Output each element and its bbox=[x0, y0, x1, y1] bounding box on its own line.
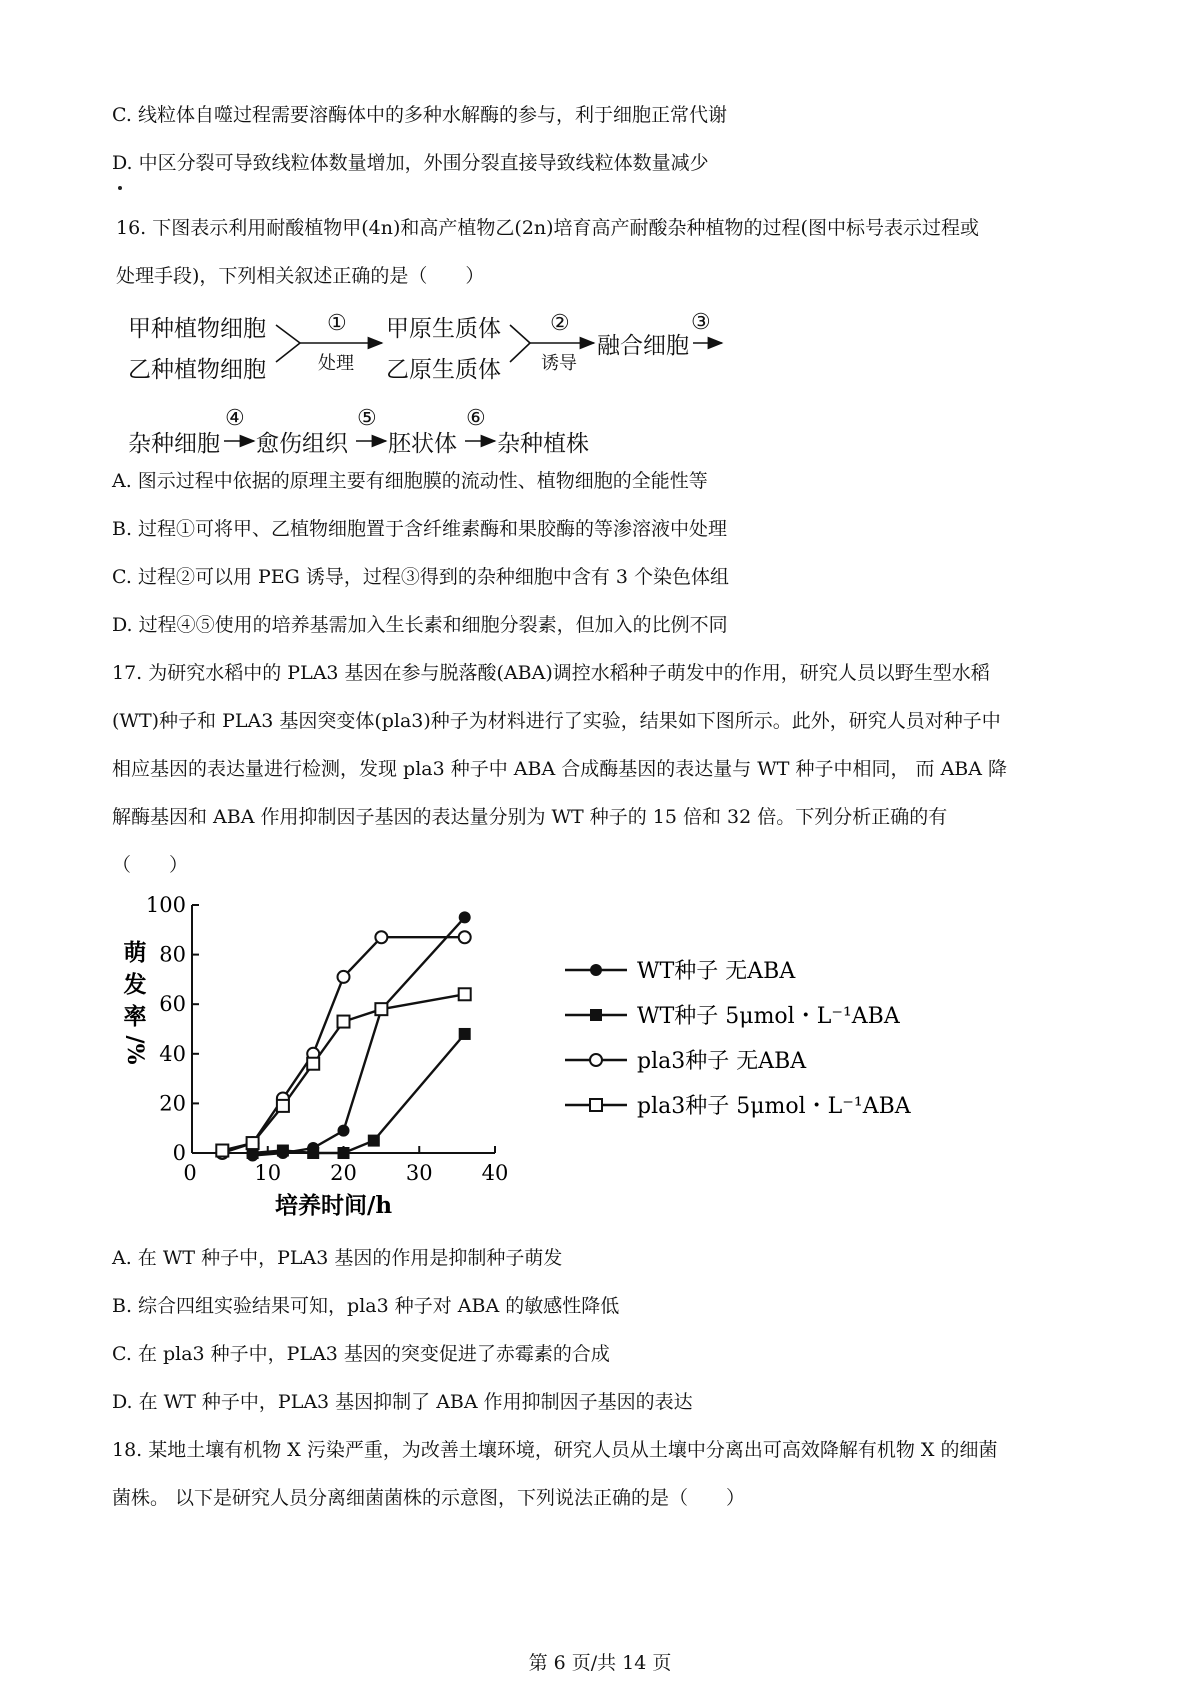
y-tick-label: 60 bbox=[159, 992, 186, 1017]
x-tick-label: 20 bbox=[330, 1161, 357, 1185]
q17-option-d: D. 在 WT 种子中，PLA3 基因抑制了 ABA 作用抑制因子基因的表达 bbox=[112, 1391, 693, 1413]
chart-series-lines bbox=[222, 917, 464, 1155]
flow-cell-b: 乙种植物细胞 bbox=[128, 357, 266, 383]
flow-step4: ④ bbox=[225, 406, 245, 431]
legend-marker-1 bbox=[590, 1009, 602, 1021]
data-point-s2 bbox=[459, 931, 471, 943]
data-point-s3 bbox=[277, 1100, 289, 1112]
y-axis-label: 萌发率 bbox=[123, 939, 147, 1030]
data-point-s0 bbox=[338, 1125, 350, 1137]
x-tick-label: 10 bbox=[254, 1161, 282, 1185]
data-point-s3 bbox=[307, 1058, 319, 1070]
flow-hybrid: 杂种细胞 bbox=[128, 431, 220, 457]
y-tick-label: 20 bbox=[159, 1091, 186, 1116]
flow-step1: ① bbox=[327, 311, 347, 336]
prev-option-c: C. 线粒体自噬过程需要溶酶体中的多种水解酶的参与，利于细胞正常代谢 bbox=[112, 104, 727, 126]
data-point-s3 bbox=[459, 988, 471, 1000]
flow-fused: 融合细胞 bbox=[597, 333, 689, 359]
y-tick-label: 80 bbox=[159, 942, 186, 967]
x-tick-label: 40 bbox=[481, 1161, 509, 1185]
flow-callus: 愈伤组织 bbox=[256, 431, 348, 457]
q16-stem-line2: 处理手段)，下列相关叙述正确的是（ ） bbox=[116, 265, 485, 287]
flow-step5: ⑤ bbox=[357, 406, 377, 431]
legend-marker-0 bbox=[590, 964, 602, 976]
flow-plant: 杂种植株 bbox=[497, 431, 589, 457]
series-line-2 bbox=[222, 937, 464, 1153]
legend-label-0: WT种子 无ABA bbox=[637, 959, 796, 984]
q17-option-b: B. 综合四组实验结果可知，pla3 种子对 ABA 的敏感性降低 bbox=[112, 1295, 620, 1317]
data-point-s3 bbox=[247, 1137, 259, 1149]
flow-brace-2a bbox=[510, 325, 530, 343]
series-line-0 bbox=[253, 917, 465, 1155]
chart-series-points bbox=[216, 911, 470, 1161]
stray-dot bbox=[118, 186, 122, 190]
q17-stem-line4: 解酶基因和 ABA 作用抑制因子基因的表达量分别为 WT 种子的 15 倍和 32 倍。下列分析正确的有 bbox=[112, 806, 948, 828]
q16-option-d: D. 过程④⑤使用的培养基需加入生长素和细胞分裂素，但加入的比例不同 bbox=[112, 614, 728, 636]
x-tick-label: 0 bbox=[183, 1161, 197, 1185]
flow-brace-1b bbox=[276, 343, 300, 362]
data-point-s0 bbox=[459, 911, 471, 923]
q18-stem-line2: 菌株。 以下是研究人员分离细菌菌株的示意图，下列说法正确的是（ ） bbox=[112, 1487, 746, 1509]
q16-option-a: A. 图示过程中依据的原理主要有细胞膜的流动性、植物细胞的全能性等 bbox=[112, 470, 708, 492]
data-point-s2 bbox=[338, 971, 350, 983]
q17-option-c: C. 在 pla3 种子中，PLA3 基因的突变促进了赤霉素的合成 bbox=[112, 1343, 610, 1365]
data-point-s3 bbox=[375, 1003, 387, 1015]
q16-option-c: C. 过程②可以用 PEG 诱导，过程③得到的杂种细胞中含有 3 个染色体组 bbox=[112, 566, 730, 588]
flow-brace-1a bbox=[276, 325, 300, 343]
data-point-s3 bbox=[338, 1016, 350, 1028]
flow-step3: ③ bbox=[691, 310, 711, 335]
flow-step6: ⑥ bbox=[466, 406, 486, 431]
q17-option-a: A. 在 WT 种子中，PLA3 基因的作用是抑制种子萌发 bbox=[112, 1247, 563, 1269]
data-point-s3 bbox=[216, 1145, 228, 1157]
data-point-s1 bbox=[307, 1147, 319, 1159]
data-point-s2 bbox=[375, 931, 387, 943]
legend-label-3: pla3种子 5μmol・L⁻¹ABA bbox=[637, 1094, 911, 1119]
data-point-s1 bbox=[338, 1147, 350, 1159]
q16-option-b: B. 过程①可将甲、乙植物细胞置于含纤维素酶和果胶酶的等渗溶液中处理 bbox=[112, 518, 728, 540]
y-axis-unit: /% bbox=[122, 1035, 148, 1065]
q18-stem-line1: 18. 某地土壤有机物 X 污染严重，为改善土壤环境，研究人员从土壤中分离出可高效降解有机物 X 的细菌 bbox=[112, 1439, 998, 1461]
q17-stem-line5: （ ） bbox=[112, 854, 189, 876]
data-point-s1 bbox=[368, 1135, 380, 1147]
q17-stem-line2: (WT)种子和 PLA3 基因突变体(pla3)种子为材料进行了实验，结果如下图所示。此外，研究人员对种子中 bbox=[112, 710, 1001, 732]
y-tick-label: 0 bbox=[172, 1141, 186, 1165]
flow-step2: ② bbox=[550, 311, 570, 336]
prev-option-d: D. 中区分裂可导致线粒体数量增加，外围分裂直接导致线粒体数量减少 bbox=[112, 152, 709, 174]
flow-brace-2b bbox=[510, 343, 530, 362]
q17-stem-line1: 17. 为研究水稻中的 PLA3 基因在参与脱落酸(ABA)调控水稻种子萌发中的作用，研究人员以野生型水稻 bbox=[112, 662, 990, 684]
legend-label-1: WT种子 5μmol・L⁻¹ABA bbox=[637, 1004, 900, 1029]
flow-proto-a: 甲原生质体 bbox=[386, 316, 501, 342]
q16-stem-line1: 16. 下图表示利用耐酸植物甲(4n)和高产植物乙(2n)培育高产耐酸杂种植物的过程(图中标号表示过程或 bbox=[116, 217, 979, 239]
y-tick-label: 40 bbox=[159, 1041, 186, 1066]
page-footer: 第 6 页/共 14 页 bbox=[528, 1652, 672, 1674]
data-point-s1 bbox=[277, 1145, 289, 1157]
data-point-s1 bbox=[459, 1028, 471, 1040]
q17-stem-line3: 相应基因的表达量进行检测，发现 pla3 种子中 ABA 合成酶基因的表达量与 WT 种子中相同， 而 ABA 降 bbox=[112, 758, 1008, 780]
germination-chart bbox=[0, 880, 1200, 1220]
x-tick-label: 30 bbox=[405, 1161, 433, 1185]
flow-cell-a: 甲种植物细胞 bbox=[128, 316, 266, 342]
chart-legend bbox=[565, 959, 912, 1119]
x-axis-label: 培养时间/h bbox=[274, 1192, 393, 1219]
legend-marker-2 bbox=[590, 1054, 602, 1066]
legend-label-2: pla3种子 无ABA bbox=[637, 1049, 807, 1074]
legend-marker-3 bbox=[590, 1099, 602, 1111]
flow-step2-label: 诱导 bbox=[541, 353, 577, 374]
flow-proto-b: 乙原生质体 bbox=[386, 357, 501, 383]
flow-step1-label: 处理 bbox=[318, 353, 354, 374]
y-tick-label: 100 bbox=[145, 893, 186, 917]
flow-embryoid: 胚状体 bbox=[388, 431, 457, 457]
